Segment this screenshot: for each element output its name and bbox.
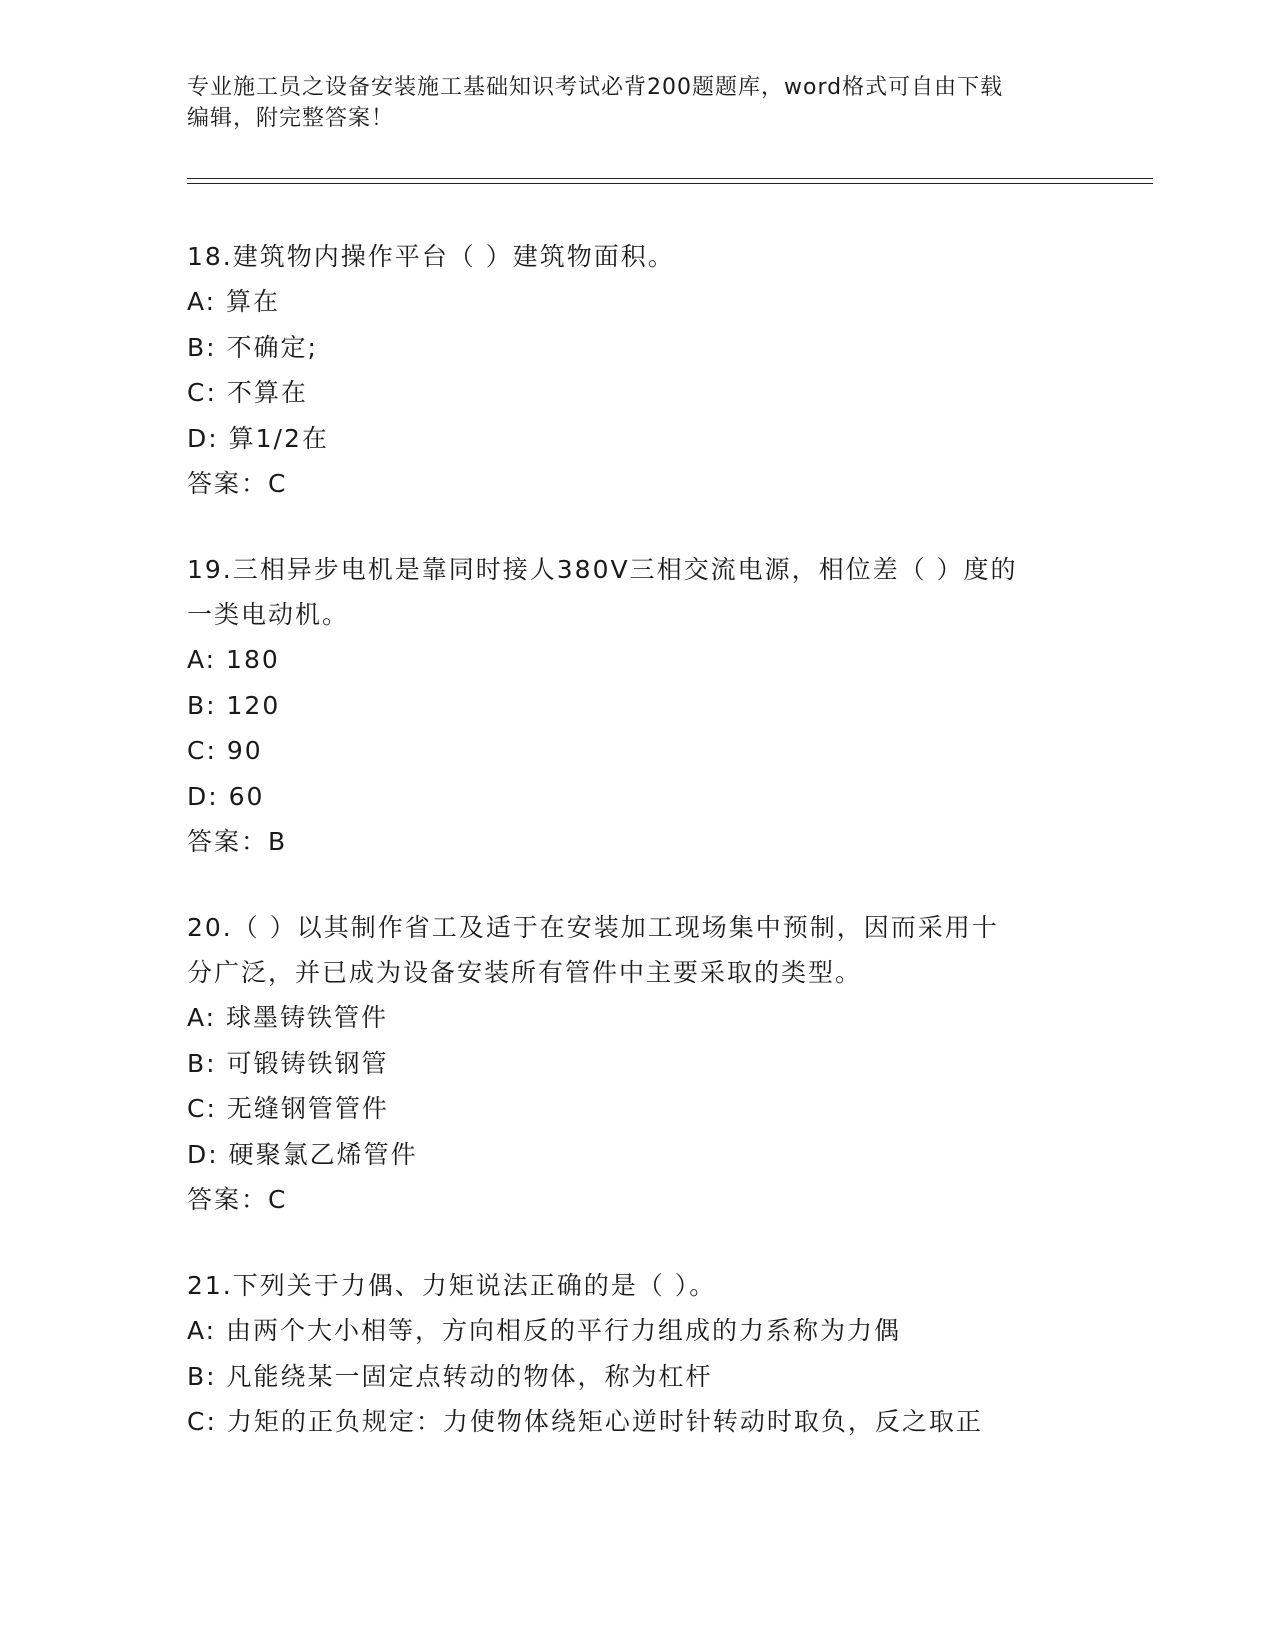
question-list (187, 234, 1087, 1486)
document-header (187, 72, 1087, 134)
question-stem: 20.（ ）以其制作省工及适于在安装加工现场集中预制，因而采用十 (187, 913, 999, 942)
option-a: A: 球墨铸铁管件 (187, 1003, 389, 1032)
option-c: C: 无缝钢管管件 (187, 1094, 389, 1123)
question-20 (187, 905, 1087, 1222)
option-b: B: 不确定; (187, 332, 318, 362)
option-b: B: 可锻铸铁钢管 (187, 1048, 389, 1078)
option-d: D: 算1/2在 (187, 423, 329, 453)
header-divider-bottom (187, 183, 1153, 184)
question-stem-continued: 分广泛，并已成为设备安装所有管件中主要采取的类型。 (187, 958, 863, 987)
question-21 (187, 1263, 1087, 1445)
question-stem: 18.建筑物内操作平台（ ）建筑物面积。 (187, 242, 675, 271)
option-c: C: 不算在 (187, 378, 308, 407)
option-b: B: 凡能绕某一固定点转动的物体，称为杠杆 (187, 1361, 713, 1391)
header-line-1: 专业施工员之设备安装施工基础知识考试必背200题题库，word格式可自由下载 (187, 75, 1004, 100)
answer: 答案：C (187, 1185, 288, 1214)
question-19 (187, 547, 1087, 864)
answer: 答案：C (187, 469, 288, 498)
question-stem: 19.三相异步电机是靠同时接人380V三相交流电源，相位差（ ）度的 (187, 555, 1018, 584)
question-18 (187, 234, 1087, 506)
option-a: A: 由两个大小相等，方向相反的平行力组成的力系称为力偶 (187, 1316, 902, 1345)
option-b: B: 120 (187, 690, 281, 720)
option-a: A: 180 (187, 645, 280, 674)
option-d: D: 硬聚氯乙烯管件 (187, 1139, 418, 1169)
header-divider-top (187, 178, 1153, 179)
option-d: D: 60 (187, 781, 265, 811)
question-stem-continued: 一类电动机。 (187, 600, 350, 629)
header-line-2: 编辑，附完整答案！ (187, 106, 395, 131)
option-c: C: 力矩的正负规定：力使物体绕矩心逆时针转动时取负，反之取正 (187, 1407, 983, 1436)
answer: 答案：B (187, 827, 288, 856)
option-c: C: 90 (187, 736, 263, 765)
question-stem: 21.下列关于力偶、力矩说法正确的是（ ）。 (187, 1271, 717, 1300)
option-a: A: 算在 (187, 287, 281, 316)
